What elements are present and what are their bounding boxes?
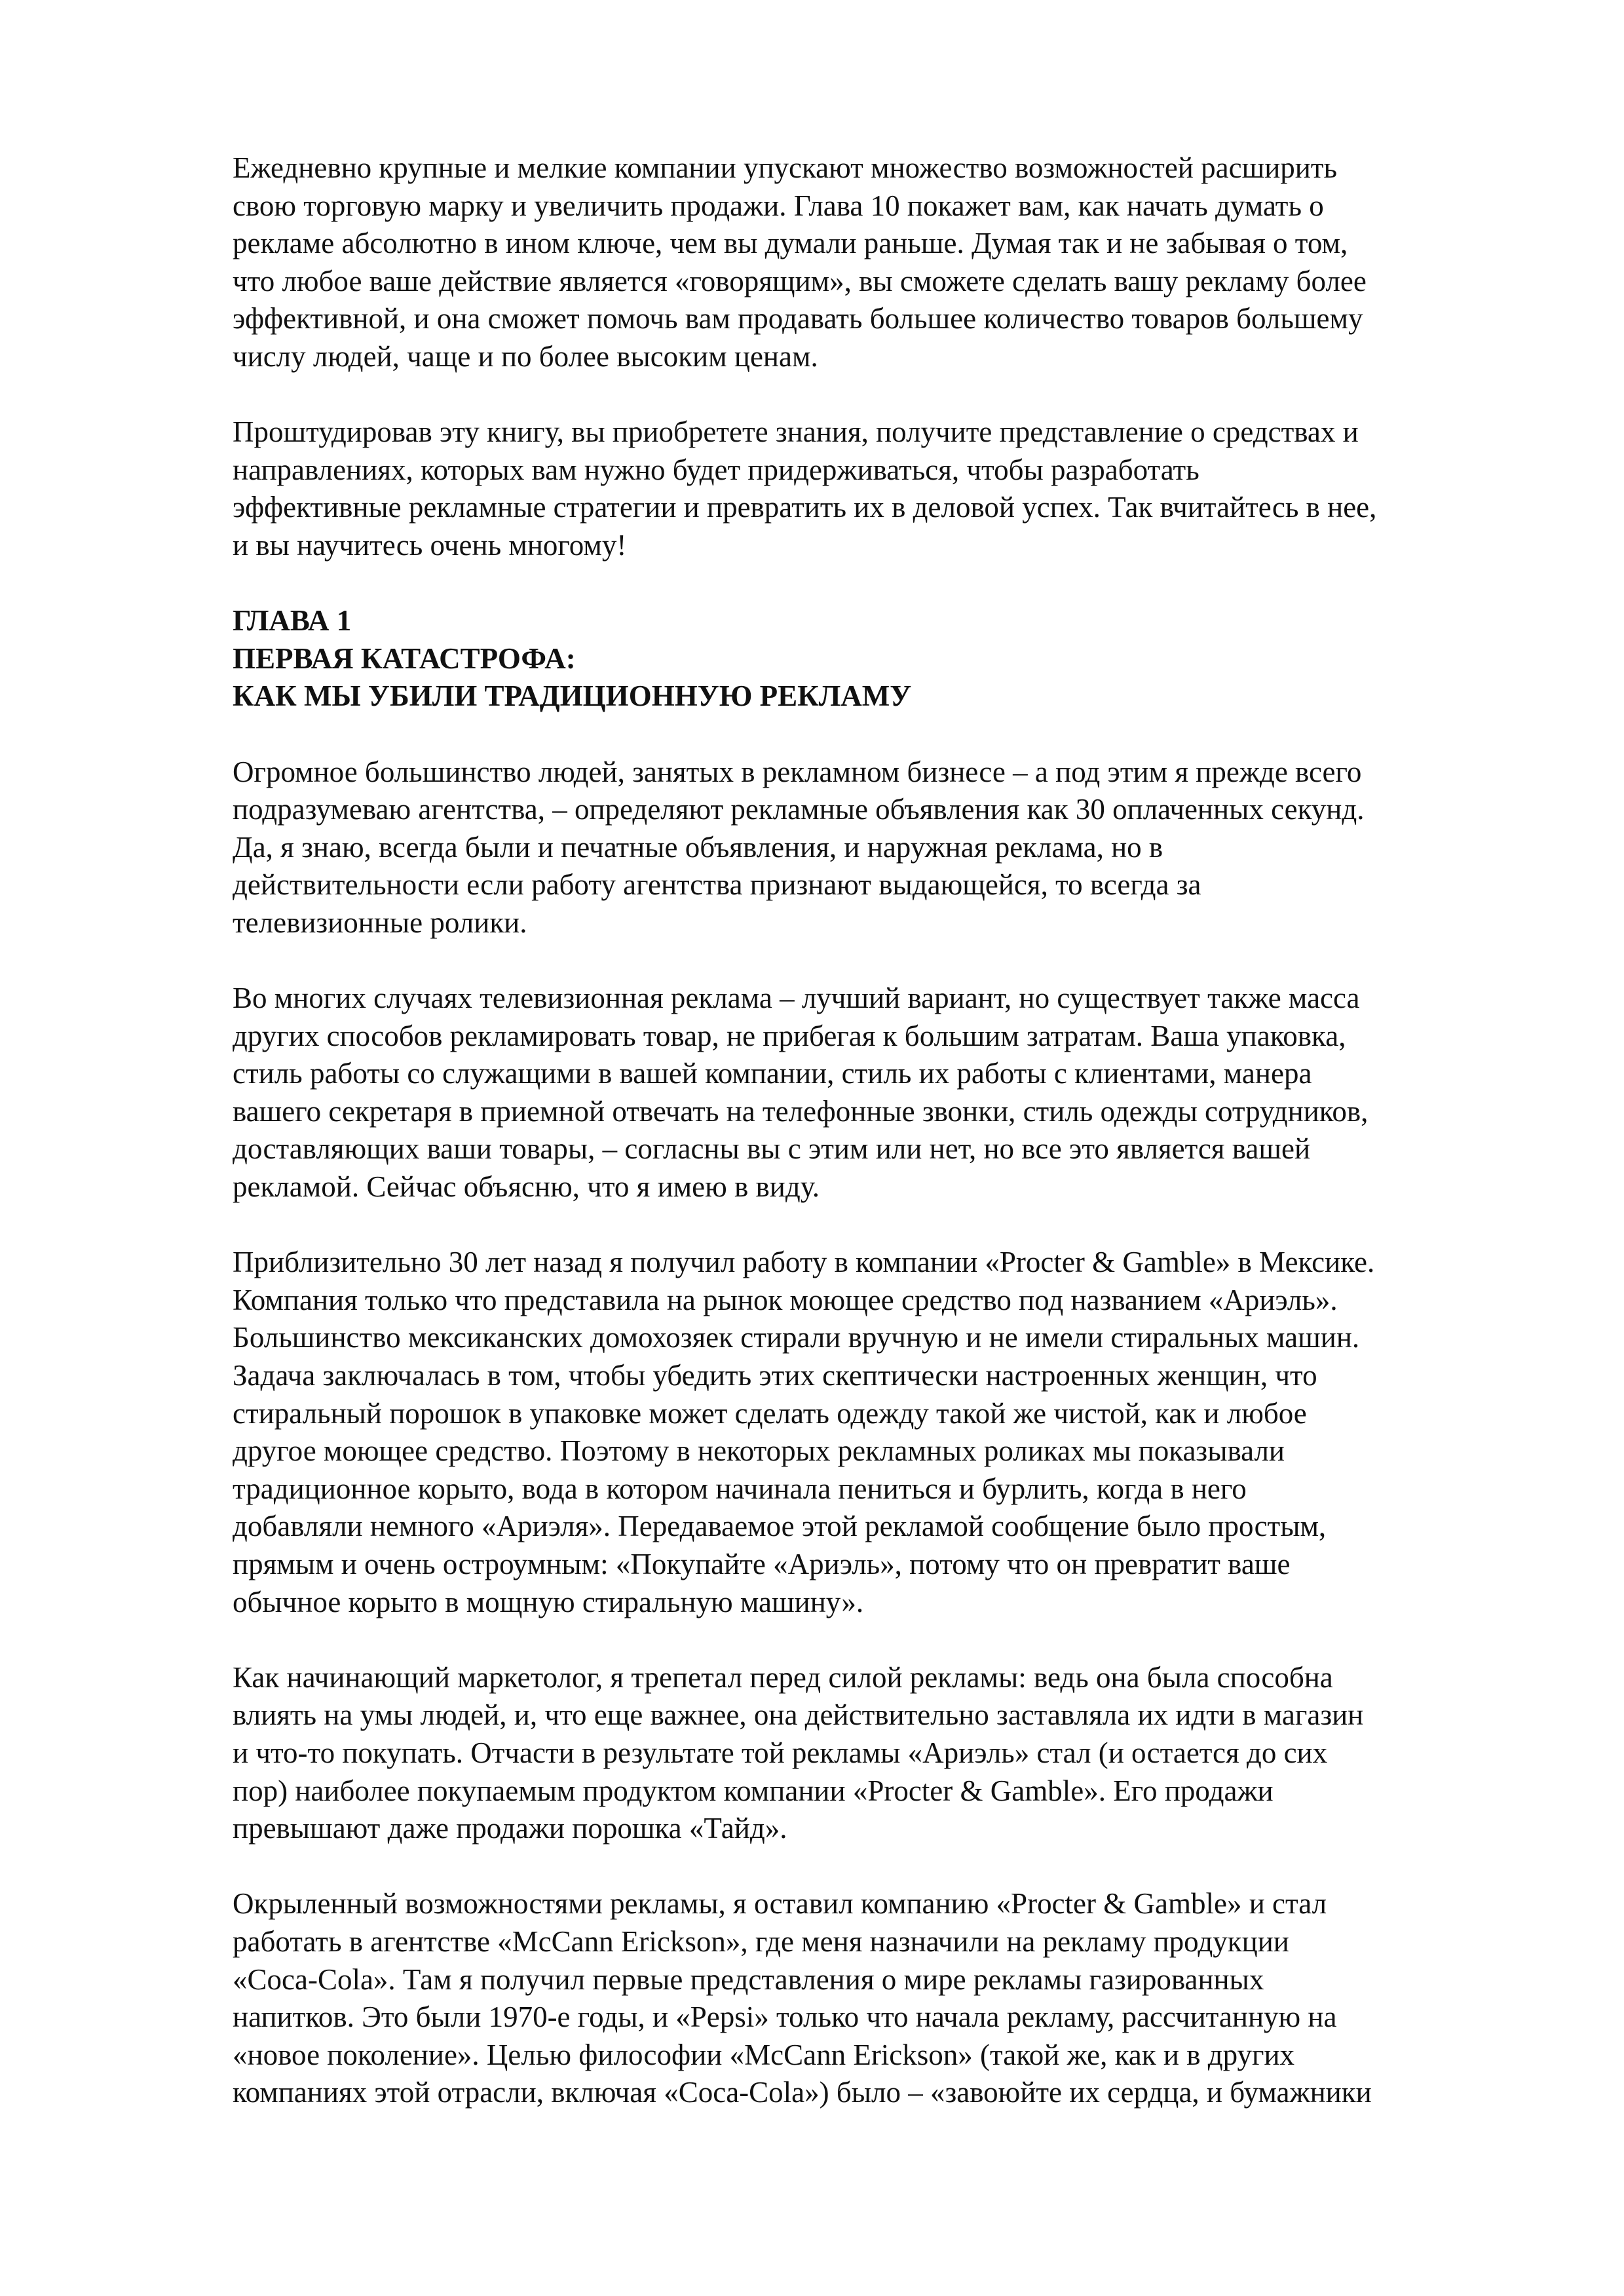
body-paragraph-1: Огромное большинство людей, занятых в рекламном бизнесе – а под этим я прежде всего подразумеваю агентства, – определяют рекламные объявления как 30 оплаченных секунд. Да, я знаю, всегда были и печатные объявления, и наружная реклама, но в действительности если работу агентства признают выдающейся, то всегда за телевизионные ролики. xyxy=(233,755,1365,939)
intro-paragraph-1: Ежедневно крупные и мелкие компании упускают множество возможностей расширить свою торговую марку и увеличить продажи. Глава 10 покажет вам, как начать думать о рекламе абсолютно в ином ключе, чем вы думали раньше. Думая так и не забывая о том, что любое ваше действие является «говорящим», вы сможете сделать вашу рекламу более эффективной, и она сможет помочь вам продавать большее количество товаров большему числу людей, чаще и по более высоким ценам. xyxy=(233,151,1367,373)
chapter-number: ГЛАВА 1 xyxy=(233,604,352,638)
body-paragraph-3: Приблизительно 30 лет назад я получил работу в компании «Procter & Gamble» в Мексике. Компания только что представила на рынок моющее средство под названием «Ариэль». Большинство мексиканских домохозяек стирали вручную и не имели стиральных машин. Задача заключалась в том, чтобы убедить этих скептически настроенных женщин, что стиральный порошок в упаковке может сделать одежду такой же чистой, как и любое другое моющее средство. Поэтому в некоторых рекламных роликах мы показывали традиционное корыто, вода в котором начинала пениться и бурлить, когда в него добавляли немного «Ариэля». Передаваемое этой рекламой сообщение было простым, прямым и очень остроумным: «Покупайте «Ариэль», потому что он превратит ваше обычное корыто в мощную стиральную машину». xyxy=(233,1246,1375,1618)
body-paragraph-4: Как начинающий маркетолог, я трепетал перед силой рекламы: ведь она была способна влиять на умы людей, и, что еще важнее, она действительно заставляла их идти в магазин и что-то покупать. Отчасти в результате той рекламы «Ариэль» стал (и остается до сих пор) наиболее покупаемым продуктом компании «Procter & Gamble». Его продажи превышают даже продажи порошка «Тайд». xyxy=(233,1660,1364,1845)
intro-paragraph-2: Проштудировав эту книгу, вы приобретете знания, получите представление о средствах и направлениях, которых вам нужно будет придерживаться, чтобы разработать эффективные рекламные стратегии и превратить их в деловой успех. Так вчитайтесь в нее, и вы научитесь очень многому! xyxy=(233,415,1377,562)
chapter-title-line-1: ПЕРВАЯ КАТАСТРОФА: xyxy=(233,641,576,675)
body-paragraph-5: Окрыленный возможностями рекламы, я оставил компанию «Procter & Gamble» и стал работать в агентстве «McCann Erickson», где меня назначили на рекламу продукции «Coca-Cola». Там я получил первые представления о мире рекламы газированных напитков. Это были 1970-е годы, и «Pepsi» только что начала рекламу, рассчитанную на «новое поколение». Целью философии «McCann Erickson» (такой же, как и в других компаниях этой отрасли, включая «Coca-Cola») было – «завоюйте их сердца, и бумажники xyxy=(233,1887,1372,2109)
chapter-heading xyxy=(233,602,1533,716)
chapter-title-line-2: КАК МЫ УБИЛИ ТРАДИЦИОННУЮ РЕКЛАМУ xyxy=(233,679,912,713)
document-page xyxy=(233,149,1533,2112)
body-paragraph-2: Во многих случаях телевизионная реклама – лучший вариант, но существует также масса других способов рекламировать товар, не прибегая к большим затратам. Ваша упаковка, стиль работы со служащими в вашей компании, стиль их работы с клиентами, манера вашего секретаря в приемной отвечать на телефонные звонки, стиль одежды сотрудников, доставляющих ваши товары, – согласны вы с этим или нет, но все это является вашей рекламой. Сейчас объясню, что я имею в виду. xyxy=(233,982,1369,1204)
